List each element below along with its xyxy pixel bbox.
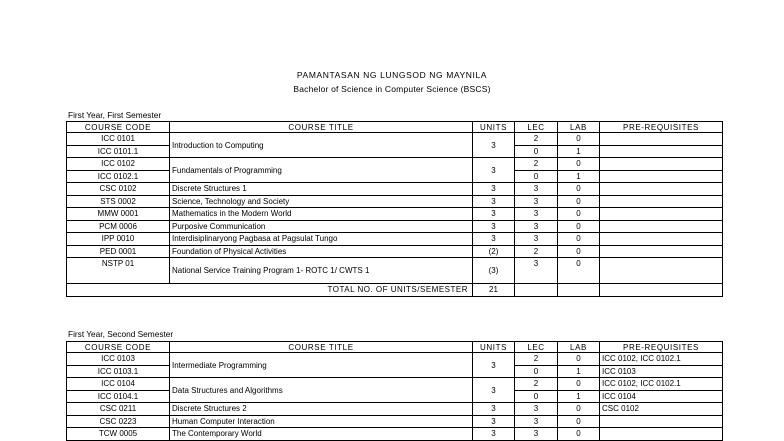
course-prereq <box>600 133 723 146</box>
course-prereq <box>600 428 723 441</box>
course-code: PED 0001 <box>67 245 170 258</box>
course-lec: 0 <box>515 390 558 403</box>
course-lec: 3 <box>515 415 558 428</box>
course-lab: 0 <box>558 428 600 441</box>
course-lec: 3 <box>515 258 558 284</box>
table-row <box>67 195 723 208</box>
course-code: ICC 0104.1 <box>67 390 170 403</box>
col-header-units: UNITS <box>473 342 515 353</box>
course-units: 3 <box>473 195 515 208</box>
course-prereq <box>600 170 723 183</box>
course-title: Intermediate Programming <box>170 353 473 378</box>
course-code: TCW 0005 <box>67 428 170 441</box>
course-title: Data Structures and Algorithms <box>170 378 473 403</box>
course-title: Mathematics in the Modern World <box>170 208 473 221</box>
table-row <box>67 220 723 233</box>
program-title: Bachelor of Science in Computer Science (BSCS) <box>293 84 491 94</box>
course-code: ICC 0101 <box>67 133 170 146</box>
col-header-code: COURSE CODE <box>67 342 170 353</box>
course-prereq <box>600 208 723 221</box>
course-title: Discrete Structures 2 <box>170 403 473 416</box>
col-header-lab: LAB <box>558 342 600 353</box>
table-header-row <box>67 122 723 133</box>
course-units: (2) <box>473 245 515 258</box>
course-title: The Contemporary World <box>170 428 473 441</box>
table-row <box>67 158 723 171</box>
course-lab: 0 <box>558 195 600 208</box>
course-units: 3 <box>473 208 515 221</box>
table-row <box>67 245 723 258</box>
course-lab: 1 <box>558 365 600 378</box>
course-prereq <box>600 258 723 284</box>
course-code: ICC 0103.1 <box>67 365 170 378</box>
course-lec: 3 <box>515 220 558 233</box>
course-code: MMW 0001 <box>67 208 170 221</box>
course-prereq: ICC 0104 <box>600 390 723 403</box>
course-code: CSC 0223 <box>67 415 170 428</box>
course-units: 3 <box>473 220 515 233</box>
course-code: NSTP 01 <box>67 258 170 284</box>
table-row <box>67 233 723 246</box>
course-prereq <box>600 233 723 246</box>
course-lec: 3 <box>515 183 558 196</box>
course-prereq: ICC 0102, ICC 0102.1 <box>600 353 723 366</box>
table-row <box>67 428 723 441</box>
col-header-lec: LEC <box>515 342 558 353</box>
course-prereq <box>600 195 723 208</box>
course-code: ICC 0104 <box>67 378 170 391</box>
course-code: CSC 0102 <box>67 183 170 196</box>
table-row <box>67 415 723 428</box>
semester-1-title: First Year, First Semester <box>68 110 162 120</box>
course-prereq <box>600 220 723 233</box>
table-row <box>67 208 723 221</box>
course-title: Purposive Communication <box>170 220 473 233</box>
course-code: CSC 0211 <box>67 403 170 416</box>
course-prereq <box>600 145 723 158</box>
course-units: 3 <box>473 378 515 403</box>
course-lab: 1 <box>558 170 600 183</box>
course-title: Introduction to Computing <box>170 133 473 158</box>
course-units: 3 <box>473 428 515 441</box>
course-lab: 0 <box>558 378 600 391</box>
table-row <box>67 353 723 366</box>
course-prereq: ICC 0102, ICC 0102.1 <box>600 378 723 391</box>
course-lec: 0 <box>515 365 558 378</box>
table-header-row <box>67 342 723 353</box>
course-lab: 0 <box>558 183 600 196</box>
course-lec: 2 <box>515 245 558 258</box>
course-lab: 1 <box>558 390 600 403</box>
course-units: 3 <box>473 158 515 183</box>
course-lab: 0 <box>558 415 600 428</box>
course-title: Fundamentals of Programming <box>170 158 473 183</box>
course-code: ICC 0102 <box>67 158 170 171</box>
course-units: 3 <box>473 133 515 158</box>
course-units: (3) <box>473 258 515 284</box>
course-prereq <box>600 245 723 258</box>
col-header-lec: LEC <box>515 122 558 133</box>
course-title: National Service Training Program 1- ROTC 1/ CWTS 1 <box>170 258 473 284</box>
table-row <box>67 133 723 146</box>
col-header-lab: LAB <box>558 122 600 133</box>
course-prereq <box>600 183 723 196</box>
course-code: IPP 0010 <box>67 233 170 246</box>
course-lab: 0 <box>558 403 600 416</box>
course-lec: 3 <box>515 208 558 221</box>
course-code: PCM 0006 <box>67 220 170 233</box>
university-title: PAMANTASAN NG LUNGSOD NG MAYNILA <box>296 70 488 80</box>
course-lec: 0 <box>515 145 558 158</box>
table-row <box>67 183 723 196</box>
col-header-code: COURSE CODE <box>67 122 170 133</box>
course-prereq <box>600 158 723 171</box>
semester-2-table <box>66 341 723 441</box>
col-header-prereq: PRE-REQUISITES <box>600 342 723 353</box>
table-row <box>67 403 723 416</box>
course-title: Science, Technology and Society <box>170 195 473 208</box>
course-lec: 3 <box>515 233 558 246</box>
course-units: 3 <box>473 353 515 378</box>
course-title: Human Computer Interaction <box>170 415 473 428</box>
course-code: ICC 0101.1 <box>67 145 170 158</box>
col-header-title: COURSE TITLE <box>170 342 473 353</box>
course-prereq: CSC 0102 <box>600 403 723 416</box>
total-label: TOTAL NO. OF UNITS/SEMESTER <box>67 284 473 297</box>
course-lec: 2 <box>515 133 558 146</box>
course-title: Foundation of Physical Activities <box>170 245 473 258</box>
total-row <box>67 284 723 297</box>
course-lab: 1 <box>558 145 600 158</box>
course-units: 3 <box>473 415 515 428</box>
semester-1-table <box>66 121 723 297</box>
course-lab: 0 <box>558 245 600 258</box>
course-lab: 0 <box>558 220 600 233</box>
course-title: Interdisiplinaryong Pagbasa at Pagsulat Tungo <box>170 233 473 246</box>
course-lec: 3 <box>515 195 558 208</box>
course-lab: 0 <box>558 233 600 246</box>
course-code: ICC 0103 <box>67 353 170 366</box>
course-lab: 0 <box>558 158 600 171</box>
col-header-units: UNITS <box>473 122 515 133</box>
table-row <box>67 258 723 284</box>
total-units: 21 <box>473 284 515 297</box>
course-code: STS 0002 <box>67 195 170 208</box>
course-title: Discrete Structures 1 <box>170 183 473 196</box>
course-lec: 2 <box>515 378 558 391</box>
course-code: ICC 0102.1 <box>67 170 170 183</box>
col-header-title: COURSE TITLE <box>170 122 473 133</box>
course-lec: 2 <box>515 158 558 171</box>
course-lab: 0 <box>558 353 600 366</box>
course-lec: 0 <box>515 170 558 183</box>
semester-2-title: First Year, Second Semester <box>68 329 174 339</box>
course-prereq <box>600 415 723 428</box>
course-lab: 0 <box>558 133 600 146</box>
course-units: 3 <box>473 183 515 196</box>
course-units: 3 <box>473 233 515 246</box>
course-lec: 3 <box>515 428 558 441</box>
course-lab: 0 <box>558 208 600 221</box>
course-lec: 2 <box>515 353 558 366</box>
course-lec: 3 <box>515 403 558 416</box>
course-prereq: ICC 0103 <box>600 365 723 378</box>
table-row <box>67 378 723 391</box>
course-units: 3 <box>473 403 515 416</box>
course-lab: 0 <box>558 258 600 284</box>
col-header-prereq: PRE-REQUISITES <box>600 122 723 133</box>
